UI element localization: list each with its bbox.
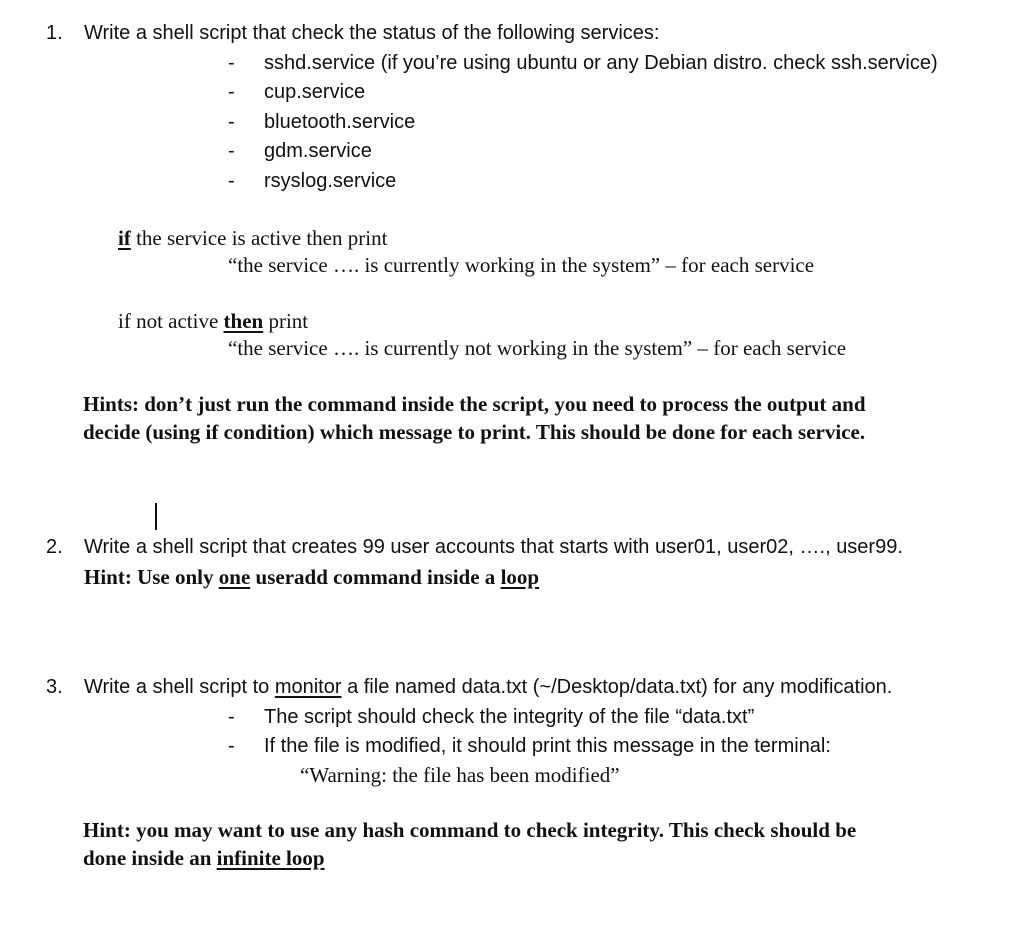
q3-bullet: If the file is modified, it should print this message in the terminal: (264, 735, 831, 757)
bullet-marker: - (228, 111, 235, 133)
service-item: bluetooth.service (264, 111, 416, 133)
text-cursor (155, 503, 157, 530)
q3-hint-infinite-loop: infinite loop (216, 846, 325, 870)
service-item: gdm.service (264, 140, 372, 162)
q3-number: 3. (46, 676, 63, 698)
q2-hint-loop: loop (500, 565, 540, 589)
q2-hint-one: one (218, 565, 251, 589)
q1-number: 1. (46, 22, 63, 44)
print-text: print (263, 309, 309, 333)
bullet-marker: - (228, 140, 235, 162)
not-active-text: if not active (118, 309, 224, 333)
q3-text-pre: Write a shell script to (84, 676, 275, 698)
if-keyword: if (118, 226, 131, 250)
q3-hint-line2 (83, 846, 325, 871)
service-item: cup.service (264, 81, 366, 103)
q3-hint-pre: done inside an (83, 846, 217, 870)
q3-text-monitor: monitor (274, 676, 342, 698)
q3-text-post: a file named data.txt (~/Desktop/data.txt) for any modification. (341, 676, 893, 698)
if-active-text: the service is active then print (130, 226, 388, 250)
if-active-line (118, 226, 387, 251)
q2-hint (84, 565, 539, 590)
q3-text (84, 676, 892, 699)
bullet-marker: - (228, 81, 235, 103)
q2-text: Write a shell script that creates 99 user accounts that starts with user01, user02, …., user99. (84, 536, 903, 558)
if-not-active-line (118, 309, 308, 334)
bullet-marker: - (228, 170, 235, 192)
q1-hint-line1: Hints: don’t just run the command inside the script, you need to process the output and (83, 392, 866, 416)
bullet-marker: - (228, 706, 235, 728)
not-active-message: “the service …. is currently not working in the system” – for each service (228, 336, 847, 360)
q3-bullet: The script should check the integrity of the file “data.txt” (264, 706, 755, 728)
q2-hint-mid: useradd command inside a (250, 565, 501, 589)
then-keyword: then (223, 309, 264, 333)
service-item: rsyslog.service (264, 170, 397, 192)
service-item: sshd.service (if you’re using ubuntu or any Debian distro. check ssh.service) (264, 52, 938, 74)
q1-text: Write a shell script that check the status of the following services: (84, 22, 660, 44)
bullet-marker: - (228, 52, 235, 74)
bullet-marker: - (228, 735, 235, 757)
q3-hint-line1: Hint: you may want to use any hash command to check integrity. This check should be (83, 818, 857, 842)
warning-message: “Warning: the file has been modified” (300, 763, 620, 787)
active-message: “the service …. is currently working in the system” – for each service (228, 253, 815, 277)
q1-hint-line2: decide (using if condition) which message to print. This should be done for each service. (83, 420, 866, 444)
q2-number: 2. (46, 536, 63, 558)
q2-hint-pre: Hint: Use only (84, 565, 219, 589)
